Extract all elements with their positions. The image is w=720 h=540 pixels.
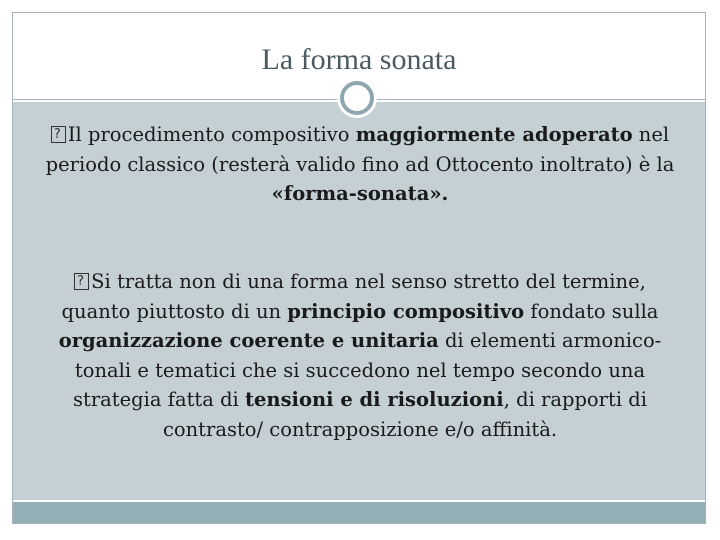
missing-glyph-bullet-icon — [51, 126, 66, 143]
circle-ornament-icon — [340, 81, 374, 115]
p2-seg-0: Si tratta non di una forma nel senso stretto del termine, quanto piuttosto di un — [61, 270, 646, 323]
p2-seg-6: , di rapporti di contrasto/ contrapposizione e/o affinità. — [162, 388, 647, 441]
p1-seg-1: maggiormente adoperato — [355, 123, 633, 146]
p2-seg-5: tensioni e di risoluzioni — [244, 388, 504, 411]
slide-title: La forma sonata — [261, 43, 457, 76]
p1-seg-0: Il procedimento compositivo — [67, 123, 356, 146]
missing-glyph-bullet-icon — [74, 273, 89, 290]
p1-seg-3: «forma-sonata». — [271, 182, 449, 205]
footer-bar — [13, 502, 705, 523]
p2-seg-4: di elementi armonico-tonali e tematici che si succedono nel tempo secondo una strategia fatta di — [73, 329, 662, 411]
paragraph-2 — [40, 267, 680, 444]
p1-seg-2: nel periodo classico (resterà valido fino ad Ottocento inoltrato) è la — [45, 123, 675, 176]
p2-seg-1: principio compositivo — [287, 299, 525, 323]
p2-seg-2: fondato sulla — [524, 299, 659, 323]
p2-seg-3: organizzazione coerente e unitaria — [58, 329, 439, 352]
paragraph-1 — [40, 120, 680, 209]
